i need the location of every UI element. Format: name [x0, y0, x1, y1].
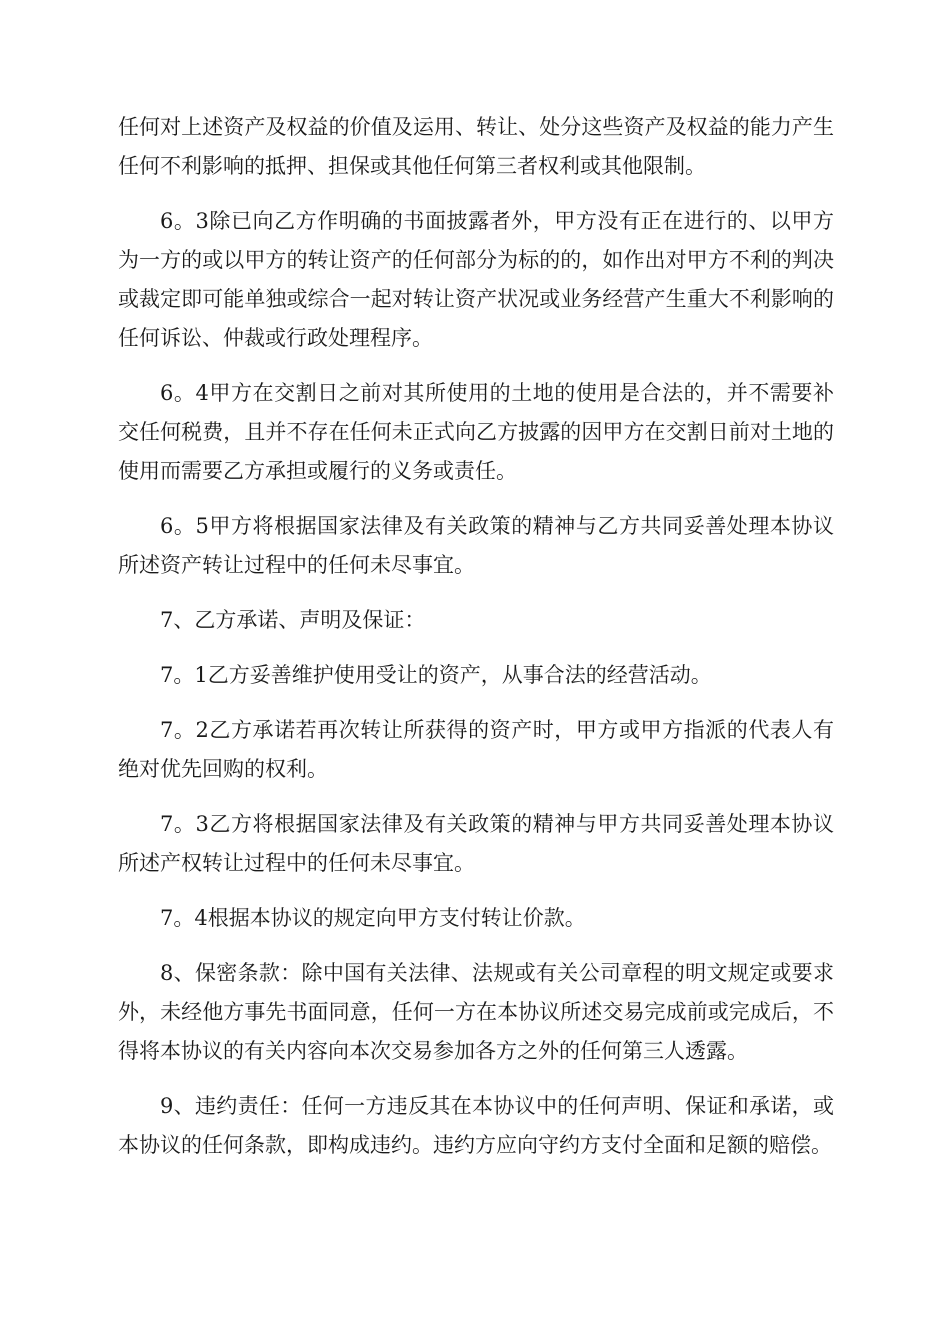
section-8-confidentiality: 8、保密条款：除中国有关法律、法规或有关公司章程的明文规定或要求外，未经他方事先书面同意，任何一方在本协议所述交易完成前或完成后，不得将本协议的有关内容向本次交易参加各方之外的任何第三人透露。	[118, 961, 834, 1063]
paragraph-7-3: 7。3乙方将根据国家法律及有关政策的精神与甲方共同妥善处理本协议所述产权转让过程中的任何未尽事宜。	[118, 812, 834, 875]
paragraph-6-5: 6。5甲方将根据国家法律及有关政策的精神与乙方共同妥善处理本协议所述资产转让过程中的任何未尽事宜。	[118, 514, 834, 577]
paragraph-6-3: 6。3除已向乙方作明确的书面披露者外，甲方没有正在进行的、以甲方为一方的或以甲方的转让资产的任何部分为标的的，如作出对甲方不利的判决或裁定即可能单独或综合一起对转让资产状况或业务经营产生重大不利影响的任何诉讼、仲裁或行政处理程序。	[118, 209, 834, 350]
paragraph-7-2: 7。2乙方承诺若再次转让所获得的资产时，甲方或甲方指派的代表人有绝对优先回购的权利。	[118, 718, 834, 781]
section-9-liability: 9、违约责任：任何一方违反其在本协议中的任何声明、保证和承诺，或本协议的任何条款，即构成违约。违约方应向守约方支付全面和足额的赔偿。	[118, 1094, 834, 1157]
paragraph-7-1: 7。1乙方妥善维护使用受让的资产，从事合法的经营活动。	[160, 663, 712, 687]
document-body	[118, 108, 834, 1181]
paragraph-7-4: 7。4根据本协议的规定向甲方支付转让价款。	[160, 906, 586, 930]
paragraph-assets-restriction: 任何对上述资产及权益的价值及运用、转让、处分这些资产及权益的能力产生任何不利影响的抵押、担保或其他任何第三者权利或其他限制。	[118, 115, 834, 178]
paragraph-6-4: 6。4甲方在交割日之前对其所使用的土地的使用是合法的，并不需要补交任何税费，且并不存在任何未正式向乙方披露的因甲方在交割日前对土地的使用而需要乙方承担或履行的义务或责任。	[118, 381, 834, 483]
section-7-heading: 7、乙方承诺、声明及保证：	[160, 608, 426, 632]
